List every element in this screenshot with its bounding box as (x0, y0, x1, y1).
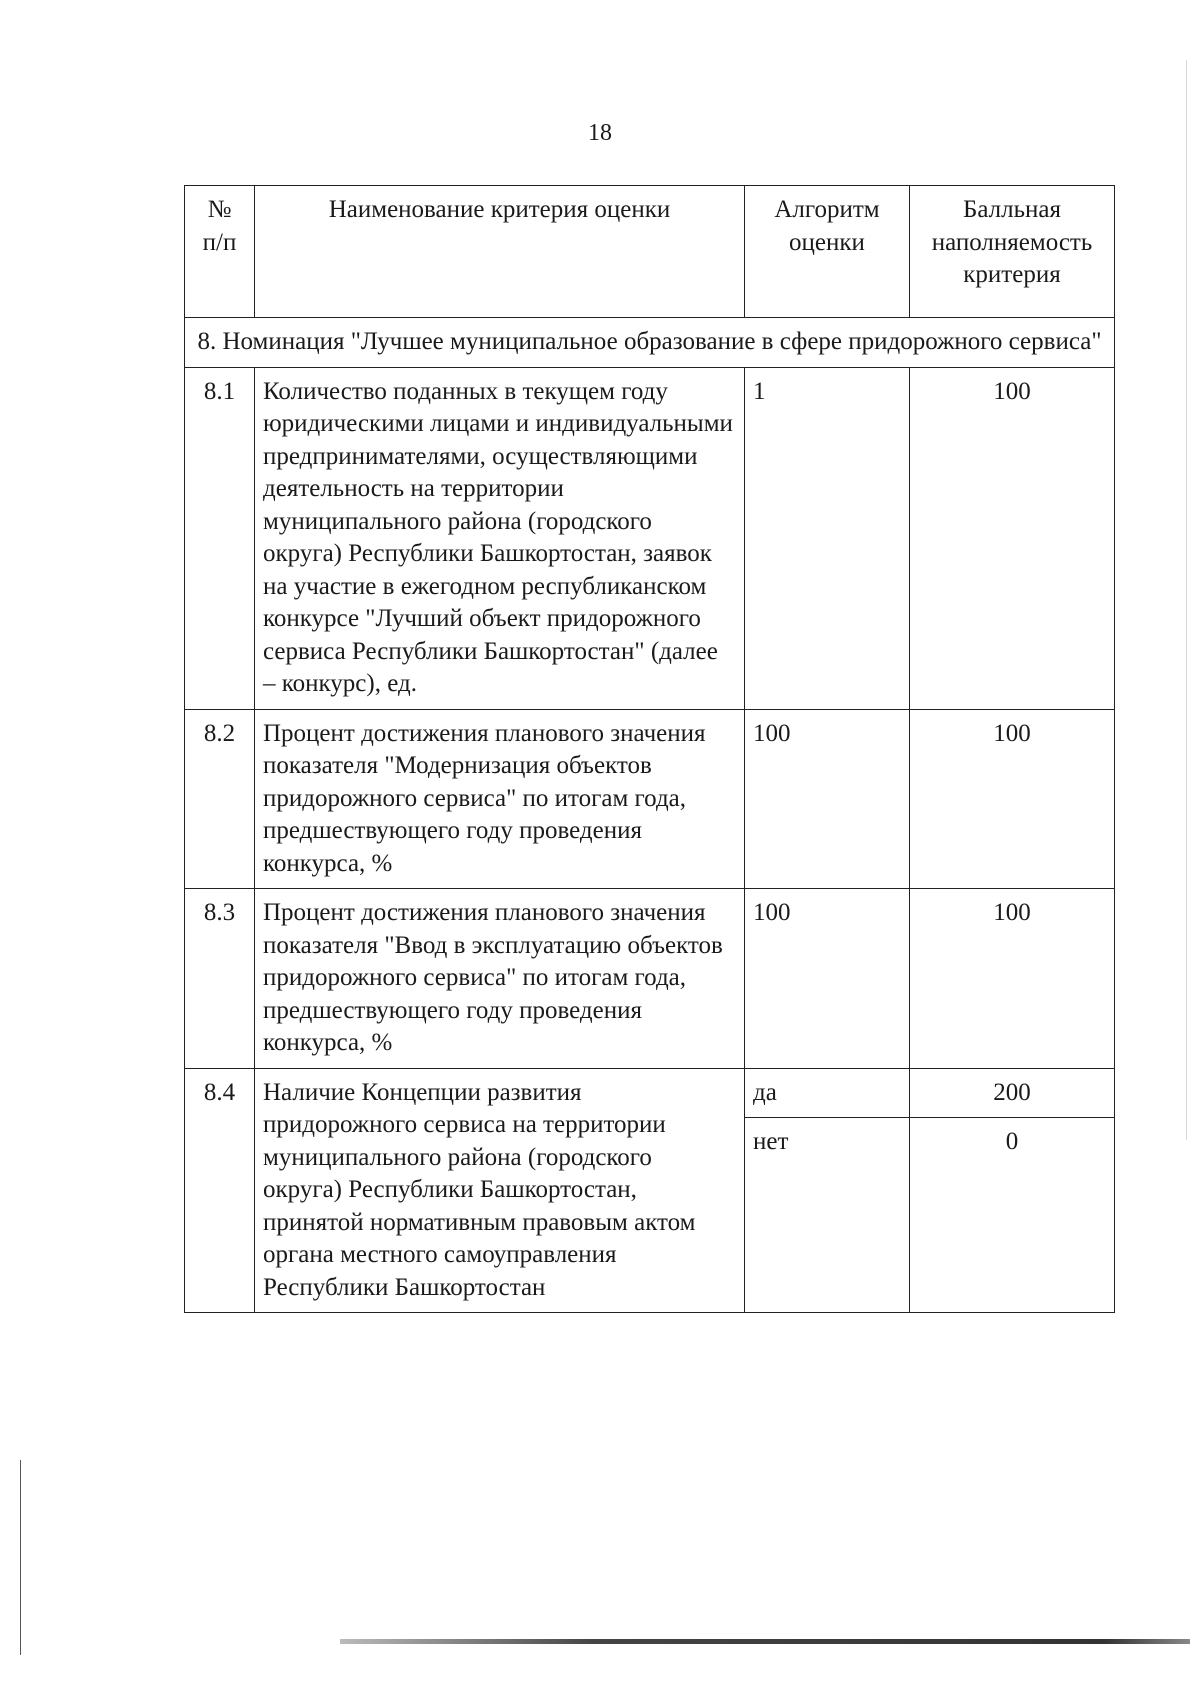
criteria-table (184, 185, 1115, 1313)
row-num: 8.3 (185, 889, 255, 1069)
row-algorithm: 100 (745, 889, 910, 1069)
page-number: 18 (588, 120, 612, 146)
table-row (185, 1068, 1115, 1118)
row-name: Процент достижения планового значения показателя "Ввод в эксплуатацию объектов придорожного сервиса" по итогам года, предшествующего году проведения конкурса, % (255, 889, 745, 1069)
row-score: 100 (910, 889, 1115, 1069)
row-score: 100 (910, 709, 1115, 889)
header-name: Наименование критерия оценки (255, 186, 745, 318)
row-algorithm-option-yes: да (745, 1068, 910, 1118)
row-algorithm: 1 (745, 367, 910, 709)
scan-edge-right (1186, 60, 1187, 1140)
row-algorithm: 100 (745, 709, 910, 889)
row-algorithm-option-no: нет (745, 1118, 910, 1313)
header-num: № п/п (185, 186, 255, 318)
row-num: 8.1 (185, 367, 255, 709)
table-row (185, 367, 1115, 709)
row-name: Наличие Концепции развития придорожного сервиса на территории муниципального района (городского округа) Республики Башкортостан, принятой нормативным правовым актом органа местного самоуправления Республики Башкортостан (255, 1068, 745, 1313)
row-score-option-no: 0 (910, 1118, 1115, 1313)
section-title: 8. Номинация "Лучшее муниципальное образование в сфере придорожного сервиса" (185, 318, 1115, 368)
row-name: Процент достижения планового значения показателя "Модернизация объектов придорожного сервиса" по итогам года, предшествующего году проведения конкурса, % (255, 709, 745, 889)
header-score: Балльная наполняемость критерия (910, 186, 1115, 318)
table-row (185, 889, 1115, 1069)
scan-bottom-edge (340, 1639, 1190, 1644)
table-row (185, 709, 1115, 889)
row-score: 100 (910, 367, 1115, 709)
row-name: Количество поданных в текущем году юридическими лицами и индивидуальными предпринимателями, осуществляющими деятельность на территории муниципального района (городского округа) Республики Башкортостан, заявок на участие в ежегодном республиканском конкурсе "Лучший объект придорожного сервиса Республики Башкортостан" (далее – конкурс), ед. (255, 367, 745, 709)
row-num: 8.4 (185, 1068, 255, 1313)
section-row (185, 318, 1115, 368)
row-score-option-yes: 200 (910, 1068, 1115, 1118)
scan-edge-left (20, 1460, 21, 1655)
table-header-row (185, 186, 1115, 318)
row-num: 8.2 (185, 709, 255, 889)
header-algorithm: Алгоритм оценки (745, 186, 910, 318)
